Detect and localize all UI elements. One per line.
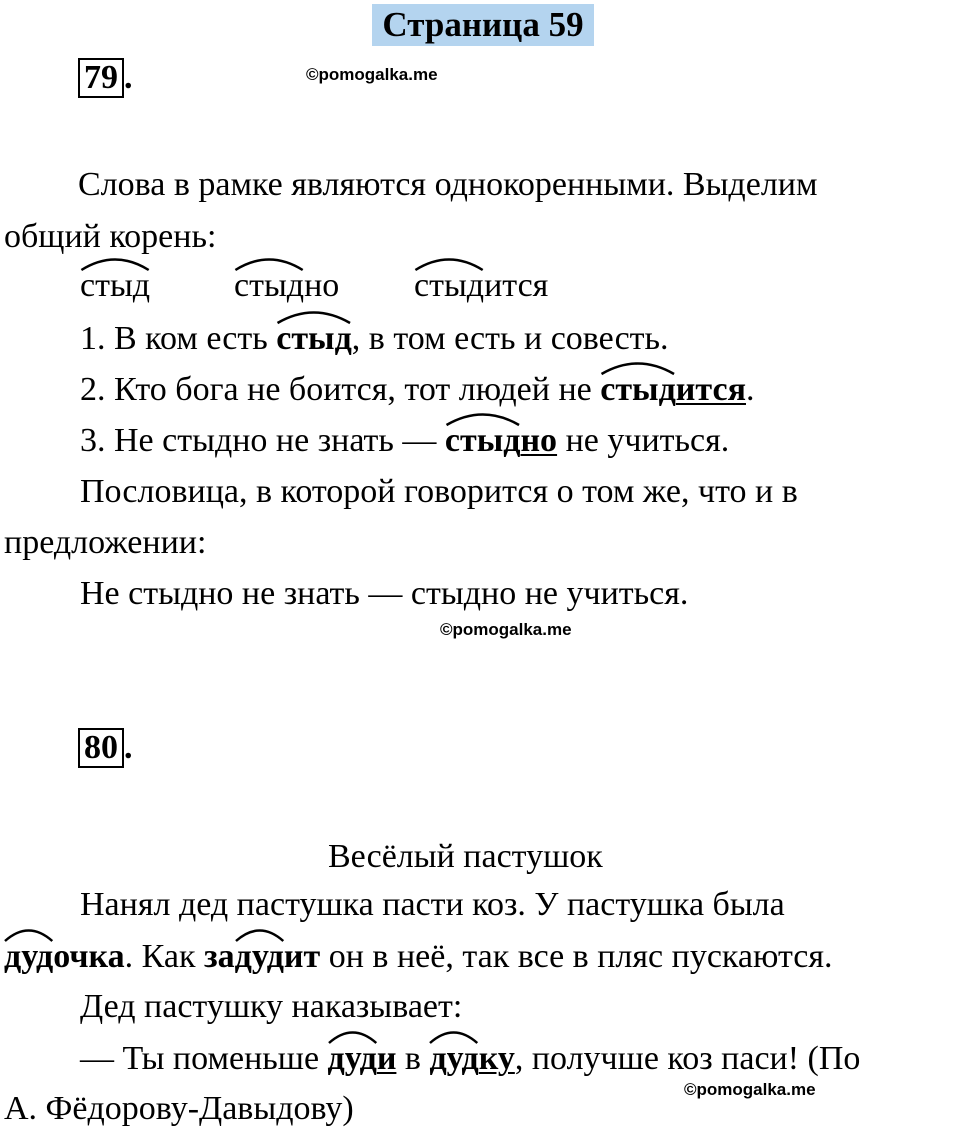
watermark: ©pomogalka.me (684, 1080, 816, 1099)
sentence-3: 3. Не стыдно не знать — стыдно не учиться. (80, 424, 729, 458)
exercise-number-dot: . (124, 729, 133, 766)
story-line-2: дудочка. Как за дудит он в неё, так все в пляс пускаются. (4, 940, 832, 974)
root-arc: дуд (235, 940, 284, 974)
root-arc: стыд (80, 269, 150, 303)
root-arc: стыд (276, 322, 352, 356)
conclusion-line-2: предложении: (4, 524, 207, 561)
root-arc: стыд (600, 373, 676, 407)
story-line-5: А. Фёдорову-Давыдову) (4, 1090, 354, 1127)
root-word-1 (80, 269, 150, 303)
root-arc: дуд (4, 940, 53, 974)
story-title: Весёлый пастушок (328, 838, 603, 875)
exercise-number-box: 79 (78, 58, 124, 98)
exercise-80-number (78, 728, 133, 768)
page-title: Страница 59 (372, 4, 594, 46)
root-arc: стыд (234, 269, 304, 303)
exercise-number-box: 80 (78, 728, 124, 768)
root-word-3: стыдится (414, 269, 548, 303)
conclusion-line-1: Пословица, в которой говорится о том же, что и в (80, 473, 798, 510)
story-line-3: Дед пастушку наказывает: (80, 988, 463, 1025)
answer-proverb: Не стыдно не знать — стыдно не учиться. (80, 575, 689, 612)
root-arc: стыд (445, 424, 521, 458)
root-word-2: стыдно (234, 269, 339, 303)
sentence-1: 1. В ком есть стыд, в том есть и совесть. (80, 322, 669, 356)
watermark: ©pomogalka.me (440, 620, 572, 639)
exercise-number-dot: . (124, 59, 133, 96)
story-line-4: — Ты поменьше дуди в дудку, получше коз паси! (По (80, 1042, 860, 1076)
sentence-2: 2. Кто бога не боится, тот людей не стыдится. (80, 373, 755, 407)
intro-line-2: общий корень: (4, 218, 217, 255)
root-arc: дуд (328, 1042, 377, 1076)
root-arc: дуд (429, 1042, 478, 1076)
root-arc: стыд (414, 269, 484, 303)
story-line-1: Нанял дед пастушка пасти коз. У пастушка была (80, 886, 785, 923)
intro-line-1: Слова в рамке являются однокоренными. Выделим (78, 166, 818, 203)
exercise-79-number (78, 58, 133, 98)
watermark: ©pomogalka.me (306, 65, 438, 84)
